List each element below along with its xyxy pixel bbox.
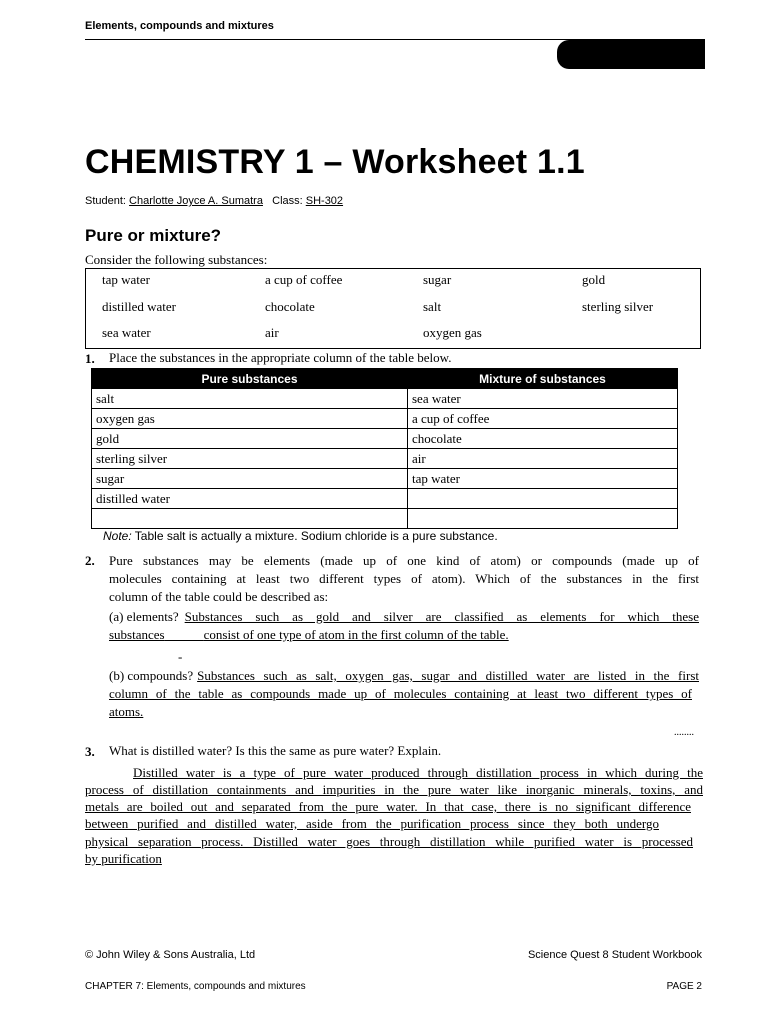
student-name: Charlotte Joyce A. Sumatra bbox=[129, 195, 263, 207]
question-2b-answer[interactable]: Substances such as salt, oxygen gas, sugar and distilled water are listed in the first bbox=[197, 668, 699, 683]
footer-chapter: CHAPTER 7: Elements, compounds and mixtures bbox=[85, 981, 306, 992]
table-row bbox=[92, 509, 678, 529]
header-tab-decoration bbox=[557, 40, 705, 69]
table-cell[interactable]: oxygen gas bbox=[92, 409, 408, 429]
table-cell[interactable] bbox=[92, 509, 408, 529]
substance-item: sea water bbox=[102, 325, 151, 340]
question-3-answer-line[interactable]: metals are boiled out and separated from the pure water. In that case, there is no significant difference bbox=[85, 799, 691, 814]
table-header-row bbox=[92, 369, 678, 389]
page-title: CHEMISTRY 1 – Worksheet 1.1 bbox=[85, 143, 585, 181]
note-text: Table salt is actually a mixture. Sodium chloride is a pure substance. bbox=[131, 529, 498, 543]
substance-item: sterling silver bbox=[582, 299, 654, 314]
question-2-number: 2. bbox=[85, 553, 95, 568]
question-3-answer-line[interactable]: by purification bbox=[85, 851, 162, 866]
question-3-answer-line[interactable]: process of distillation containments and impurities in the pure water like inorganic minerals, toxins, and bbox=[85, 782, 703, 797]
column-header-pure: Pure substances bbox=[92, 369, 408, 389]
answer-text: substances bbox=[109, 627, 165, 642]
header-title: Elements, compounds and mixtures bbox=[85, 20, 274, 32]
substance-item: tap water bbox=[102, 272, 151, 287]
class-value: SH-302 bbox=[305, 195, 344, 207]
column-header-mixture: Mixture of substances bbox=[408, 369, 678, 389]
substance-item: sugar bbox=[423, 272, 452, 287]
class-label: Class: bbox=[272, 195, 303, 207]
table-cell[interactable]: gold bbox=[92, 429, 408, 449]
footer-book-title: Science Quest 8 Student Workbook bbox=[527, 949, 702, 961]
substance-item: salt bbox=[423, 299, 442, 314]
table-cell[interactable] bbox=[408, 489, 678, 509]
question-2a-answer[interactable]: Substances such as gold and silver are classified as elements for which these bbox=[184, 609, 699, 624]
dash-mark: - bbox=[178, 649, 183, 664]
footer-copyright: © John Wiley & Sons Australia, Ltd bbox=[85, 949, 256, 961]
question-2a-label: (a) elements? bbox=[109, 609, 179, 624]
question-2-line: molecules containing at least two different types of atom). Which of the substances in the first bbox=[109, 571, 699, 586]
question-3-text: What is distilled water? Is this the same as pure water? Explain. bbox=[109, 743, 442, 758]
table-row bbox=[92, 389, 678, 409]
question-2b-answer-cont[interactable]: atoms. bbox=[109, 704, 144, 719]
student-info bbox=[85, 195, 343, 207]
table-cell[interactable]: chocolate bbox=[408, 429, 678, 449]
table-cell[interactable]: air bbox=[408, 449, 678, 469]
question-3-answer-line[interactable]: between purified and distilled water, aside from the purification process since they both undergo bbox=[85, 816, 659, 831]
question-2b-answer-cont[interactable]: column of the table as compounds made up of molecules containing at least two different types of bbox=[109, 686, 692, 701]
dotted-leader: ........ bbox=[674, 727, 694, 738]
table-row bbox=[92, 429, 678, 449]
table-row bbox=[92, 489, 678, 509]
substance-item: oxygen gas bbox=[423, 325, 482, 340]
answer-text: consist of one type of atom in the first column of the table. bbox=[203, 627, 509, 642]
question-2-line: Pure substances may be elements (made up of one kind of atom) or compounds (made up of bbox=[109, 553, 699, 568]
question-2-line: column of the table could be described as: bbox=[109, 589, 329, 604]
substance-item: chocolate bbox=[265, 299, 315, 314]
table-cell[interactable]: tap water bbox=[408, 469, 678, 489]
table-row bbox=[92, 449, 678, 469]
table-cell[interactable]: sterling silver bbox=[92, 449, 408, 469]
question-2b-label: (b) compounds? bbox=[109, 668, 194, 683]
table-cell[interactable] bbox=[408, 509, 678, 529]
question-3-answer-line[interactable]: Distilled water is a type of pure water produced through distillation process in which during the bbox=[133, 765, 703, 780]
substance-item: gold bbox=[582, 272, 606, 287]
student-label: Student: bbox=[85, 195, 126, 207]
table-row bbox=[92, 409, 678, 429]
substance-item: air bbox=[265, 325, 279, 340]
table-cell[interactable]: distilled water bbox=[92, 489, 408, 509]
question-2a bbox=[109, 608, 699, 626]
question-3-answer-line[interactable]: physical separation process. Distilled water goes through distillation while purified water is processed bbox=[85, 834, 693, 849]
substance-item: distilled water bbox=[102, 299, 177, 314]
note-label: Note: bbox=[103, 529, 132, 543]
question-2a-answer-cont[interactable] bbox=[109, 626, 509, 644]
substance-list-box bbox=[85, 268, 701, 349]
section-title: Pure or mixture? bbox=[85, 226, 222, 245]
table-cell[interactable]: salt bbox=[92, 389, 408, 409]
question-3-number: 3. bbox=[85, 744, 95, 759]
footer-page-number: PAGE 2 bbox=[666, 981, 702, 992]
table-cell[interactable]: sea water bbox=[408, 389, 678, 409]
question-1-text: Place the substances in the appropriate column of the table below. bbox=[109, 350, 452, 365]
table-cell[interactable]: a cup of coffee bbox=[408, 409, 678, 429]
question-2b bbox=[109, 667, 699, 685]
substance-item: a cup of coffee bbox=[265, 272, 343, 287]
table-row bbox=[92, 469, 678, 489]
note bbox=[103, 529, 498, 543]
question-1-number: 1. bbox=[85, 351, 95, 366]
consider-text: Consider the following substances: bbox=[85, 252, 268, 267]
sorting-table bbox=[91, 368, 678, 529]
table-cell[interactable]: sugar bbox=[92, 469, 408, 489]
